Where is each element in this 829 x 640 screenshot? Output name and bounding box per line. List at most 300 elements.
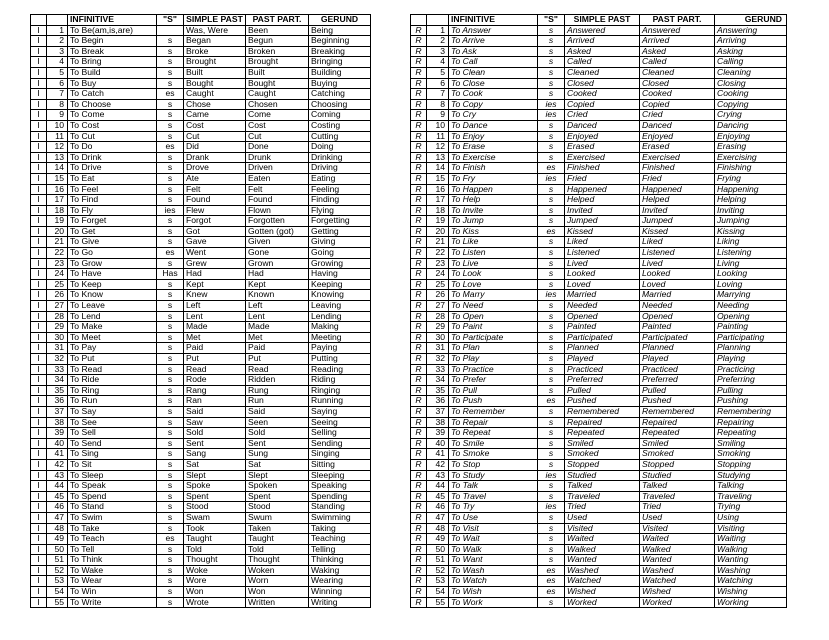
verb-number-cell: 53 <box>427 576 449 587</box>
verb-number-cell: 21 <box>47 237 68 248</box>
simple-past-cell: Exercised <box>565 152 640 163</box>
table-row <box>411 576 787 587</box>
past-participle-cell: Cleaned <box>640 67 715 78</box>
gerund-cell: Liking <box>715 237 787 248</box>
s-suffix-cell: s <box>538 301 565 312</box>
verb-number-cell: 19 <box>427 216 449 227</box>
gerund-cell: Helping <box>715 195 787 206</box>
verb-number-cell: 26 <box>427 290 449 301</box>
verb-number-cell: 14 <box>427 163 449 174</box>
verb-type-cell: R <box>411 89 427 100</box>
verb-type-cell: R <box>411 78 427 89</box>
simple-past-cell: Cost <box>184 120 246 131</box>
verb-number-cell: 41 <box>427 449 449 460</box>
table-row <box>411 279 787 290</box>
verb-type-cell: R <box>411 237 427 248</box>
gerund-cell: Looking <box>715 269 787 280</box>
gerund-cell: Cutting <box>309 131 371 142</box>
verb-type-cell: R <box>411 46 427 57</box>
table-row <box>31 534 371 545</box>
gerund-cell: Living <box>715 258 787 269</box>
table-row <box>411 555 787 566</box>
past-participle-cell: Traveled <box>640 491 715 502</box>
simple-past-cell: Copied <box>565 99 640 110</box>
table-row <box>411 301 787 312</box>
simple-past-cell: Built <box>184 67 246 78</box>
gerund-cell: Reading <box>309 364 371 375</box>
table-row <box>411 142 787 153</box>
infinitive-cell: To Go <box>68 248 157 259</box>
verb-type-cell: R <box>411 36 427 47</box>
gerund-cell: Studying <box>715 470 787 481</box>
infinitive-cell: To Send <box>68 438 157 449</box>
verb-number-cell: 12 <box>47 142 68 153</box>
past-participle-cell: Listened <box>640 248 715 259</box>
verb-type-cell: R <box>411 195 427 206</box>
verb-type-cell: I <box>31 576 47 587</box>
simple-past-cell: Pushed <box>565 396 640 407</box>
simple-past-cell: Saw <box>184 417 246 428</box>
verb-type-cell: I <box>31 46 47 57</box>
gerund-cell: Spending <box>309 491 371 502</box>
simple-past-cell: Opened <box>565 311 640 322</box>
infinitive-cell: To Begin <box>68 36 157 47</box>
past-participle-cell: Smiled <box>640 438 715 449</box>
verb-type-cell: I <box>31 89 47 100</box>
gerund-cell: Erasing <box>715 142 787 153</box>
simple-past-cell: Danced <box>565 120 640 131</box>
simple-past-cell: Felt <box>184 184 246 195</box>
gerund-cell: Jumping <box>715 216 787 227</box>
past-participle-cell: Wished <box>640 587 715 598</box>
table-row <box>411 57 787 68</box>
table-row <box>31 248 371 259</box>
simple-past-cell: Found <box>184 195 246 206</box>
s-suffix-cell: s <box>157 226 184 237</box>
verb-number-cell: 15 <box>47 173 68 184</box>
verb-number-cell: 11 <box>47 131 68 142</box>
verb-type-cell: R <box>411 279 427 290</box>
s-suffix-cell: Has <box>157 269 184 280</box>
verb-type-cell: R <box>411 544 427 555</box>
past-participle-cell: Painted <box>640 322 715 333</box>
table-row <box>31 438 371 449</box>
past-participle-cell: Watched <box>640 576 715 587</box>
s-suffix-cell: s <box>157 36 184 47</box>
table-row <box>31 385 371 396</box>
verb-type-cell: R <box>411 534 427 545</box>
past-participle-cell: Helped <box>640 195 715 206</box>
simple-past-cell: Invited <box>565 205 640 216</box>
table-row <box>31 512 371 523</box>
s-suffix-cell: s <box>157 555 184 566</box>
s-suffix-cell: s <box>157 523 184 534</box>
simple-past-cell: Painted <box>565 322 640 333</box>
infinitive-cell: To Close <box>449 78 538 89</box>
past-participle-cell: Preferred <box>640 375 715 386</box>
verb-type-cell: R <box>411 226 427 237</box>
gerund-cell: Exercising <box>715 152 787 163</box>
past-participle-cell: Gotten (got) <box>246 226 309 237</box>
s-suffix-cell: s <box>538 25 565 36</box>
simple-past-cell: Fried <box>565 173 640 184</box>
verb-number-cell: 18 <box>47 205 68 216</box>
gerund-cell: Forgetting <box>309 216 371 227</box>
table-row <box>411 406 787 417</box>
simple-past-cell: Kept <box>184 279 246 290</box>
gerund-cell: Meeting <box>309 332 371 343</box>
verb-number-cell: 45 <box>427 491 449 502</box>
simple-past-cell: Liked <box>565 237 640 248</box>
table-row <box>31 544 371 555</box>
verb-type-cell: I <box>31 534 47 545</box>
past-participle-cell: Pulled <box>640 385 715 396</box>
gerund-cell: Needing <box>715 301 787 312</box>
table-row <box>411 248 787 259</box>
simple-past-cell: Knew <box>184 290 246 301</box>
s-suffix-cell: s <box>157 502 184 513</box>
verb-number-cell: 33 <box>427 364 449 375</box>
table-row <box>411 375 787 386</box>
verb-number-cell: 20 <box>47 226 68 237</box>
verb-number-cell: 20 <box>427 226 449 237</box>
s-suffix-cell: s <box>538 67 565 78</box>
gerund-cell: Standing <box>309 502 371 513</box>
gerund-cell: Listening <box>715 248 787 259</box>
past-participle-cell: Read <box>246 364 309 375</box>
infinitive-cell: To Plan <box>449 343 538 354</box>
past-participle-cell: Gone <box>246 248 309 259</box>
infinitive-cell: To Find <box>68 195 157 206</box>
gerund-cell: Keeping <box>309 279 371 290</box>
verb-type-cell: R <box>411 120 427 131</box>
past-participle-cell: Repeated <box>640 428 715 439</box>
verb-number-cell: 35 <box>47 385 68 396</box>
table-row <box>31 491 371 502</box>
infinitive-cell: To Wash <box>449 565 538 576</box>
infinitive-cell: To Study <box>449 470 538 481</box>
verb-type-cell: R <box>411 269 427 280</box>
table-row <box>31 375 371 386</box>
past-participle-cell: Written <box>246 597 309 608</box>
simple-past-cell: Wanted <box>565 555 640 566</box>
infinitive-cell: To Win <box>68 587 157 598</box>
gerund-cell: Feeling <box>309 184 371 195</box>
past-participle-cell: Loved <box>640 279 715 290</box>
verb-type-cell: R <box>411 438 427 449</box>
verb-number-cell: 7 <box>427 89 449 100</box>
gerund-cell: Walking <box>715 544 787 555</box>
s-suffix-cell: s <box>157 354 184 365</box>
past-participle-cell: Opened <box>640 311 715 322</box>
past-participle-cell: Drunk <box>246 152 309 163</box>
simple-past-cell: Drove <box>184 163 246 174</box>
past-participle-cell: Worked <box>640 597 715 608</box>
simple-past-cell: Thought <box>184 555 246 566</box>
s-suffix-cell: s <box>157 449 184 460</box>
simple-past-cell: Washed <box>565 565 640 576</box>
infinitive-cell: To Cook <box>449 89 538 100</box>
simple-past-cell: Spent <box>184 491 246 502</box>
simple-past-cell: Told <box>184 544 246 555</box>
s-suffix-cell: s <box>538 597 565 608</box>
past-participle-cell: Answered <box>640 25 715 36</box>
gerund-cell: Frying <box>715 173 787 184</box>
verb-number-cell: 10 <box>427 120 449 131</box>
simple-past-header: SIMPLE PAST <box>565 15 640 26</box>
table-row <box>411 322 787 333</box>
simple-past-cell: Made <box>184 322 246 333</box>
infinitive-cell: To Get <box>68 226 157 237</box>
s-suffix-cell: s <box>538 120 565 131</box>
table-row <box>31 36 371 47</box>
table-row <box>31 565 371 576</box>
simple-past-cell: Flew <box>184 205 246 216</box>
gerund-cell: Trying <box>715 502 787 513</box>
s-suffix-cell: s <box>157 459 184 470</box>
s-suffix-cell: ies <box>538 290 565 301</box>
gerund-cell: Running <box>309 396 371 407</box>
table-row <box>31 459 371 470</box>
table-row <box>31 163 371 174</box>
gerund-cell: Visiting <box>715 523 787 534</box>
verb-number-cell: 34 <box>427 375 449 386</box>
gerund-cell: Sitting <box>309 459 371 470</box>
s-suffix-cell: s <box>157 99 184 110</box>
s-suffix-cell: s <box>538 78 565 89</box>
past-participle-cell: Spent <box>246 491 309 502</box>
table-row <box>31 142 371 153</box>
s-suffix-cell: s <box>157 152 184 163</box>
verb-number-cell: 27 <box>47 301 68 312</box>
s-header: "S" <box>538 15 565 26</box>
simple-past-cell: Cleaned <box>565 67 640 78</box>
verb-type-cell: I <box>31 597 47 608</box>
gerund-cell: Kissing <box>715 226 787 237</box>
gerund-cell: Choosing <box>309 99 371 110</box>
s-suffix-cell: es <box>538 565 565 576</box>
number-header <box>47 15 68 26</box>
s-suffix-cell: s <box>157 491 184 502</box>
table-row <box>31 131 371 142</box>
verb-type-cell: R <box>411 576 427 587</box>
table-row <box>31 406 371 417</box>
verb-type-cell: I <box>31 343 47 354</box>
verb-type-cell: I <box>31 502 47 513</box>
infinitive-cell: To Have <box>68 269 157 280</box>
s-suffix-cell: s <box>157 301 184 312</box>
verb-type-cell: R <box>411 67 427 78</box>
verb-type-cell: I <box>31 322 47 333</box>
s-suffix-cell: s <box>538 258 565 269</box>
gerund-cell: Arriving <box>715 36 787 47</box>
verb-number-cell: 28 <box>47 311 68 322</box>
simple-past-cell: Grew <box>184 258 246 269</box>
infinitive-cell: To Swim <box>68 512 157 523</box>
table-row <box>31 502 371 513</box>
s-suffix-cell: s <box>538 523 565 534</box>
infinitive-cell: To Exercise <box>449 152 538 163</box>
simple-past-cell: Taught <box>184 534 246 545</box>
verb-number-cell: 2 <box>47 36 68 47</box>
past-participle-cell: Played <box>640 354 715 365</box>
simple-past-cell: Used <box>565 512 640 523</box>
simple-past-cell: Talked <box>565 481 640 492</box>
table-row <box>411 205 787 216</box>
infinitive-cell: To Dance <box>449 120 538 131</box>
simple-past-cell: Ran <box>184 396 246 407</box>
past-participle-cell: Begun <box>246 36 309 47</box>
s-suffix-cell: s <box>538 385 565 396</box>
infinitive-cell: To Bring <box>68 57 157 68</box>
gerund-cell: Cooking <box>715 89 787 100</box>
table-row <box>31 173 371 184</box>
simple-past-cell: Began <box>184 36 246 47</box>
past-participle-cell: Said <box>246 406 309 417</box>
verb-number-cell: 55 <box>47 597 68 608</box>
s-suffix-cell: s <box>538 332 565 343</box>
gerund-cell: Sending <box>309 438 371 449</box>
s-suffix-cell: s <box>157 120 184 131</box>
verb-number-cell: 45 <box>47 491 68 502</box>
table-row <box>31 555 371 566</box>
s-suffix-cell: s <box>157 173 184 184</box>
gerund-cell: Singing <box>309 449 371 460</box>
gerund-cell: Finding <box>309 195 371 206</box>
gerund-cell: Waking <box>309 565 371 576</box>
gerund-cell: Wearing <box>309 576 371 587</box>
s-suffix-cell: s <box>157 290 184 301</box>
verb-number-cell: 21 <box>427 237 449 248</box>
past-participle-cell: Washed <box>640 565 715 576</box>
verb-type-cell: R <box>411 163 427 174</box>
verb-number-cell: 26 <box>47 290 68 301</box>
infinitive-cell: To Enjoy <box>449 131 538 142</box>
verb-type-cell: R <box>411 152 427 163</box>
gerund-cell: Calling <box>715 57 787 68</box>
gerund-cell: Sleeping <box>309 470 371 481</box>
gerund-cell: Waiting <box>715 534 787 545</box>
verb-number-cell: 46 <box>427 502 449 513</box>
verb-type-cell: R <box>411 428 427 439</box>
simple-past-cell: Left <box>184 301 246 312</box>
verb-type-cell: I <box>31 99 47 110</box>
gerund-cell: Leaving <box>309 301 371 312</box>
s-suffix-cell: es <box>157 89 184 100</box>
infinitive-cell: To Kiss <box>449 226 538 237</box>
simple-past-cell: Said <box>184 406 246 417</box>
past-participle-cell: Eaten <box>246 173 309 184</box>
gerund-cell: Ringing <box>309 385 371 396</box>
gerund-cell: Driving <box>309 163 371 174</box>
past-participle-cell: Lived <box>640 258 715 269</box>
simple-past-cell: Sat <box>184 459 246 470</box>
table-row <box>411 364 787 375</box>
gerund-cell: Doing <box>309 142 371 153</box>
simple-past-cell: Took <box>184 523 246 534</box>
verb-number-cell: 54 <box>427 587 449 598</box>
gerund-cell: Getting <box>309 226 371 237</box>
gerund-cell: Remembering <box>715 406 787 417</box>
infinitive-cell: To Cry <box>449 110 538 121</box>
past-participle-cell: Called <box>640 57 715 68</box>
verb-type-cell: I <box>31 152 47 163</box>
past-participle-cell: Copied <box>640 99 715 110</box>
past-participle-cell: Cooked <box>640 89 715 100</box>
gerund-cell: Being <box>309 25 371 36</box>
table-row <box>411 512 787 523</box>
simple-past-cell: Put <box>184 354 246 365</box>
table-row <box>411 152 787 163</box>
past-participle-cell: Chosen <box>246 99 309 110</box>
verb-number-cell: 47 <box>427 512 449 523</box>
table-row <box>411 78 787 89</box>
simple-past-cell: Walked <box>565 544 640 555</box>
s-suffix-cell: s <box>538 269 565 280</box>
simple-past-cell: Woke <box>184 565 246 576</box>
verb-type-cell: I <box>31 248 47 259</box>
table-row <box>31 269 371 280</box>
table-row <box>411 163 787 174</box>
table-row <box>31 258 371 269</box>
s-suffix-cell: s <box>157 46 184 57</box>
gerund-cell: Eating <box>309 173 371 184</box>
verb-type-cell: R <box>411 205 427 216</box>
infinitive-cell: To Be(am,is,are) <box>68 25 157 36</box>
infinitive-cell: To Answer <box>449 25 538 36</box>
infinitive-cell: To Remember <box>449 406 538 417</box>
table-row <box>411 36 787 47</box>
infinitive-cell: To Sing <box>68 449 157 460</box>
table-row <box>411 491 787 502</box>
simple-past-cell: Married <box>565 290 640 301</box>
past-participle-cell: Ridden <box>246 375 309 386</box>
verb-type-cell: I <box>31 385 47 396</box>
simple-past-cell: Looked <box>565 269 640 280</box>
infinitive-cell: To Arrive <box>449 36 538 47</box>
simple-past-cell: Smoked <box>565 449 640 460</box>
verb-type-cell: I <box>31 216 47 227</box>
type-header <box>31 15 47 26</box>
verb-number-cell: 42 <box>427 459 449 470</box>
verb-number-cell: 50 <box>427 544 449 555</box>
table-row <box>411 184 787 195</box>
infinitive-cell: To Feel <box>68 184 157 195</box>
infinitive-cell: To Read <box>68 364 157 375</box>
table-row <box>411 89 787 100</box>
gerund-cell: Closing <box>715 78 787 89</box>
infinitive-cell: To Live <box>449 258 538 269</box>
s-suffix-cell: s <box>157 438 184 449</box>
verb-type-cell: I <box>31 25 47 36</box>
s-suffix-cell: s <box>538 131 565 142</box>
simple-past-cell: Called <box>565 57 640 68</box>
table-row <box>31 152 371 163</box>
verb-type-cell: I <box>31 512 47 523</box>
past-participle-cell: Jumped <box>640 216 715 227</box>
verb-number-cell: 54 <box>47 587 68 598</box>
s-suffix-cell: s <box>157 481 184 492</box>
simple-past-cell: Wished <box>565 587 640 598</box>
past-participle-cell: Erased <box>640 142 715 153</box>
infinitive-cell: To Know <box>68 290 157 301</box>
past-participle-cell: Slept <box>246 470 309 481</box>
simple-past-cell: Sent <box>184 438 246 449</box>
infinitive-cell: To Meet <box>68 332 157 343</box>
gerund-cell: Growing <box>309 258 371 269</box>
s-suffix-cell: s <box>538 248 565 259</box>
infinitive-cell: To Participate <box>449 332 538 343</box>
